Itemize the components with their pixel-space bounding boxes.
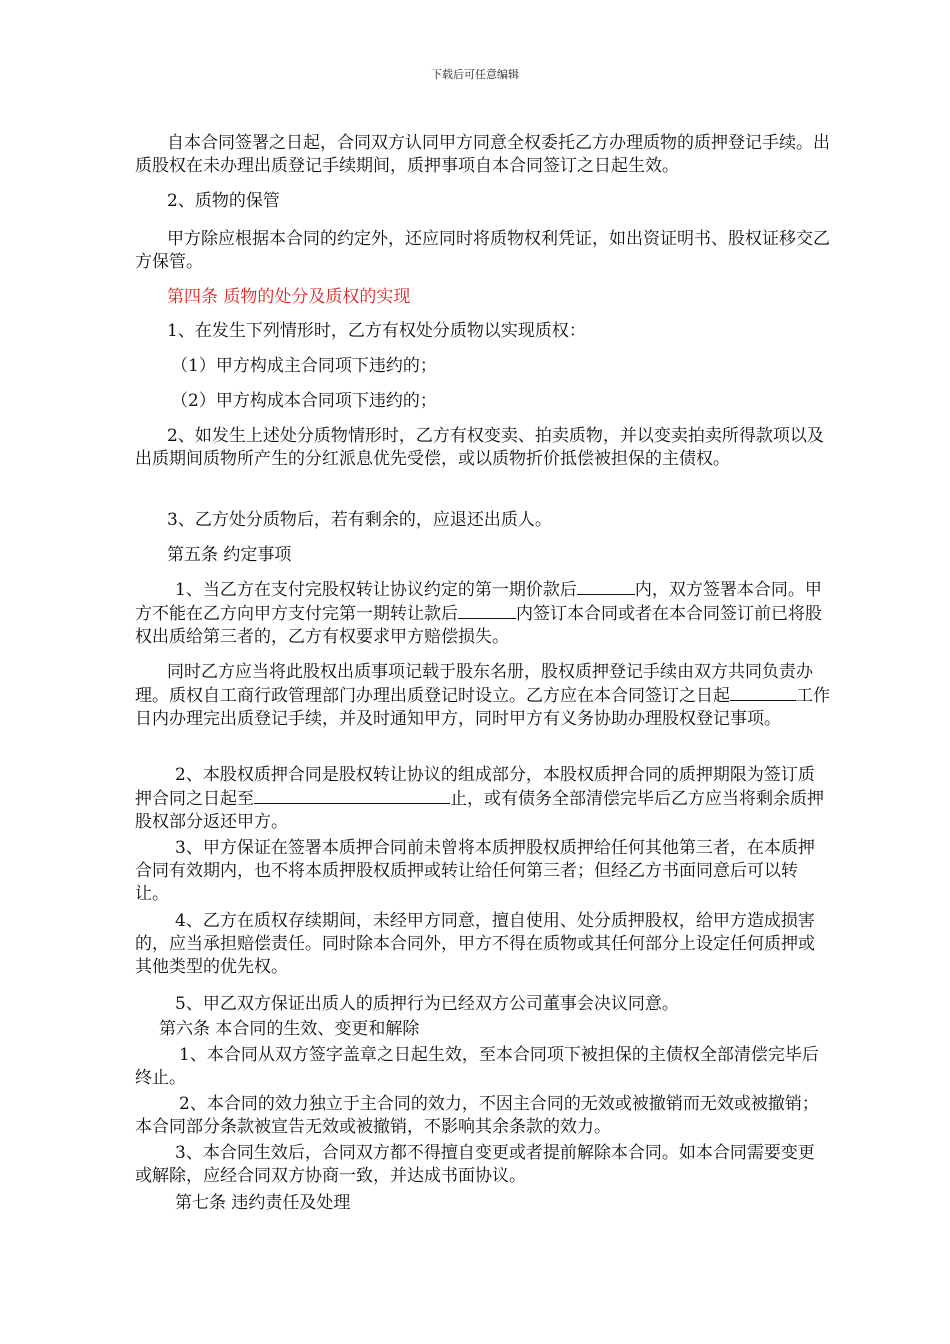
list-item: （1）甲方构成主合同项下违约的；: [171, 356, 437, 376]
paragraph: 2、本合同的效力独立于主合同的效力，不因主合同的无效或被撤销而无效或被撤销；本合同部分条款被宣告无效或被撤销，不影响其余条款的效力。: [135, 1094, 819, 1137]
paragraph: 3、乙方处分质物后，若有剩余的，应退还出质人。: [167, 510, 552, 530]
blank-line: [254, 787, 450, 804]
paragraph: 4、乙方在质权存续期间，未经甲方同意，擅自使用、处分质押股权，给甲方造成损害的，应当承担赔偿责任。同时除本合同外，甲方不得在质物或其任何部分上设定任何质押或其他类型的优先权。: [135, 911, 815, 977]
paragraph-text: 同时乙方应当将此股权出质事项记载于股东名册，股权质押登记手续由双方共同负责办理。质权自工商行政管理部门办理出质登记时设立。乙方应在本合同签订之日起: [135, 662, 813, 706]
paragraph: 甲方除应根据本合同的约定外，还应同时将质物权利凭证，如出资证明书、股权证移交乙方保管。: [135, 229, 830, 272]
paragraph: [135, 578, 830, 649]
blank-line: [730, 684, 796, 701]
section-subheading: 2、质物的保管: [167, 191, 280, 211]
paragraph: 2、如发生上述处分质物情形时，乙方有权变卖、拍卖质物，并以变卖拍卖所得款项以及出质期间质物所产生的分红派息优先受偿，或以质物折价抵偿被担保的主债权。: [135, 426, 824, 469]
paragraph-text: 1、当乙方在支付完股权转让协议约定的第一期价款后: [175, 580, 577, 600]
page-header: 下载后可任意编辑: [431, 68, 519, 81]
paragraph-text: 2、本股权质押合同是股权转让协议的组成部分，本股权质押合同的质押期限为签订质押合同之日起至: [135, 765, 815, 809]
paragraph: 1、本合同从双方签字盖章之日起生效，至本合同项下被担保的主债权全部清偿完毕后终止。: [135, 1045, 819, 1088]
paragraph: [135, 764, 830, 834]
article-heading-4: 第四条 质物的处分及质权的实现: [167, 287, 411, 307]
paragraph-text: 工作日内办理完出质登记手续，并及时通知甲方，同时甲方有义务协助办理股权登记事项。: [135, 686, 830, 729]
article-heading-6: 第六条 本合同的生效、变更和解除: [159, 1019, 420, 1039]
paragraph: 5、甲乙双方保证出质人的质押行为已经双方公司董事会决议同意。: [175, 994, 679, 1014]
article-heading-5: 第五条 约定事项: [167, 545, 292, 565]
paragraph: [135, 661, 830, 731]
blank-line: [577, 578, 635, 595]
paragraph: 1、在发生下列情形时，乙方有权处分质物以实现质权：: [167, 321, 586, 341]
paragraph: 3、本合同生效后，合同双方都不得擅自变更或者提前解除本合同。如本合同需要变更或解除，应经合同双方协商一致，并达成书面协议。: [135, 1143, 815, 1186]
paragraph: 自本合同签署之日起，合同双方认同甲方同意全权委托乙方办理质物的质押登记手续。出质股权在未办理出质登记手续期间，质押事项自本合同签订之日起生效。: [135, 133, 830, 176]
blank-line: [458, 602, 516, 619]
paragraph-text: 内签订本合同或者在本合同签订前已将股权出质给第三者的，乙方有权要求甲方赔偿损失。: [135, 604, 822, 647]
paragraph-text: 止，或有债务全部清偿完毕后乙方应当将剩余质押股权部分返还甲方。: [135, 789, 824, 832]
paragraph-text: 内，双方签署本合同。甲方不能在乙方向甲方支付完第一期转让款后: [135, 580, 822, 624]
paragraph: 3、甲方保证在签署本质押合同前未曾将本质押股权质押给任何其他第三者，在本质押合同有效期内，也不将本质押股权质押或转让给任何第三者；但经乙方书面同意后可以转让。: [135, 838, 815, 904]
article-heading-7: 第七条 违约责任及处理: [175, 1193, 351, 1213]
list-item: （2）甲方构成本合同项下违约的；: [171, 391, 437, 411]
